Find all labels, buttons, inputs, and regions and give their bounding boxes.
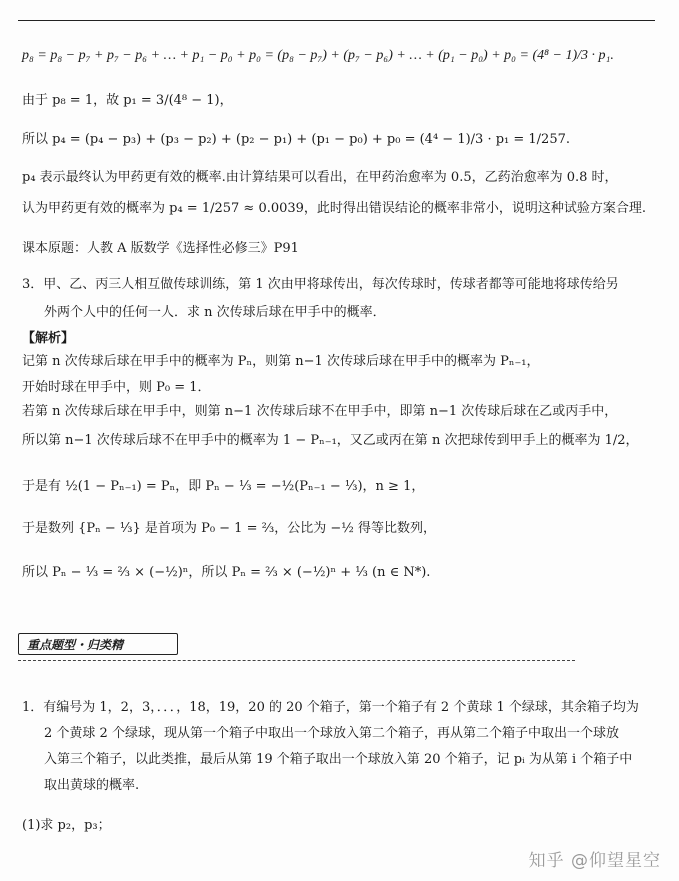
analysis-line-2: 开始时球在甲手中，则 P₀ = 1． <box>22 380 211 395</box>
top-rule <box>18 20 655 21</box>
equation-p8: p₈ = p₈ − p₇ + p₇ − p₆ + … + p₁ − p₀ + p₀ = (p₈ − p₇) + (p₇ − p₆) + … + (p₁ − p₀) + p₀ = (4⁸ − 1)/3 · p₁. <box>22 48 614 63</box>
analysis-line-7: 所以 Pₙ − ⅓ = ⅔ × (−½)ⁿ，所以 Pₙ = ⅔ × (−½)ⁿ + ⅓ (n ∈ N*). <box>22 565 431 580</box>
section-heading: 重点题型・归类精 <box>18 633 178 655</box>
problem-1-line-4: 取出黄球的概率. <box>44 778 140 793</box>
analysis-line-6: 于是数列 {Pₙ − ⅓} 是首项为 P₀ − 1 = ⅔，公比为 −½ 得等比数列， <box>22 521 436 536</box>
text-p1-derivation: 由于 p₈ = 1，故 p₁ = 3/(4⁸ − 1)， <box>22 93 233 108</box>
analysis-line-3: 若第 n 次传球后球在甲手中，则第 n−1 次传球后球不在甲手中，即第 n−1 次传球后球在乙或丙手中， <box>22 404 618 419</box>
problem-1-line-2: 2 个黄球 2 个绿球，现从第一个箱子中取出一个球放入第二个箱子，再从第二个箱子中取出一个球放 <box>44 726 619 741</box>
analysis-line-1: 记第 n 次传球后球在甲手中的概率为 Pₙ，则第 n−1 次传球后球在甲手中的概率为 Pₙ₋₁， <box>22 354 540 369</box>
problem-1-line-1: 1．有编号为 1，2，3，．．．，18，19，20 的 20 个箱子，第一个箱子有 2 个黄球 1 个绿球，其余箱子均为 <box>22 700 639 715</box>
problem-1-part-1: (1)求 p₂，p₃； <box>22 818 111 833</box>
analysis-line-5: 于是有 ½(1 − Pₙ₋₁) = Pₙ，即 Pₙ − ⅓ = −½(Pₙ₋₁ − ⅓)，n ≥ 1， <box>22 479 425 494</box>
text-p4-meaning: p₄ 表示最终认为甲药更有效的概率.由计算结果可以看出，在甲药治愈率为 0.5，乙药治愈率为 0.8 时， <box>22 170 618 185</box>
analysis-line-4: 所以第 n−1 次传球后球不在甲手中的概率为 1 − Pₙ₋₁，又乙或丙在第 n 次把球传到甲手上的概率为 1/2， <box>22 433 639 448</box>
section-divider <box>18 660 575 661</box>
problem-3-line-2: 外两个人中的任何一人．求 n 次传球后球在甲手中的概率． <box>44 305 386 320</box>
text-p4-conclusion: 认为甲药更有效的概率为 p₄ = 1/257 ≈ 0.0039，此时得出错误结论的概率非常小，说明这种试验方案合理. <box>22 201 647 216</box>
equation-p4: 所以 p₄ = (p₄ − p₃) + (p₃ − p₂) + (p₂ − p₁) + (p₁ − p₀) + p₀ = (4⁴ − 1)/3 · p₁ = 1/257. <box>22 132 570 147</box>
problem-1-line-3: 入第三个箱子，以此类推，最后从第 19 个箱子取出一个球放入第 20 个箱子，记 pᵢ 为从第 i 个箱子中 <box>44 752 633 767</box>
analysis-label: 【解析】 <box>22 331 75 346</box>
textbook-source: 课本原题：人教 A 版数学《选择性必修三》P91 <box>22 241 299 256</box>
problem-3-line-1: 3．甲、乙、丙三人相互做传球训练，第 1 次由甲将球传出，每次传球时，传球者都等可能地将球传给另 <box>22 277 619 292</box>
zhihu-watermark: 知乎 @仰望星空 <box>528 851 661 871</box>
